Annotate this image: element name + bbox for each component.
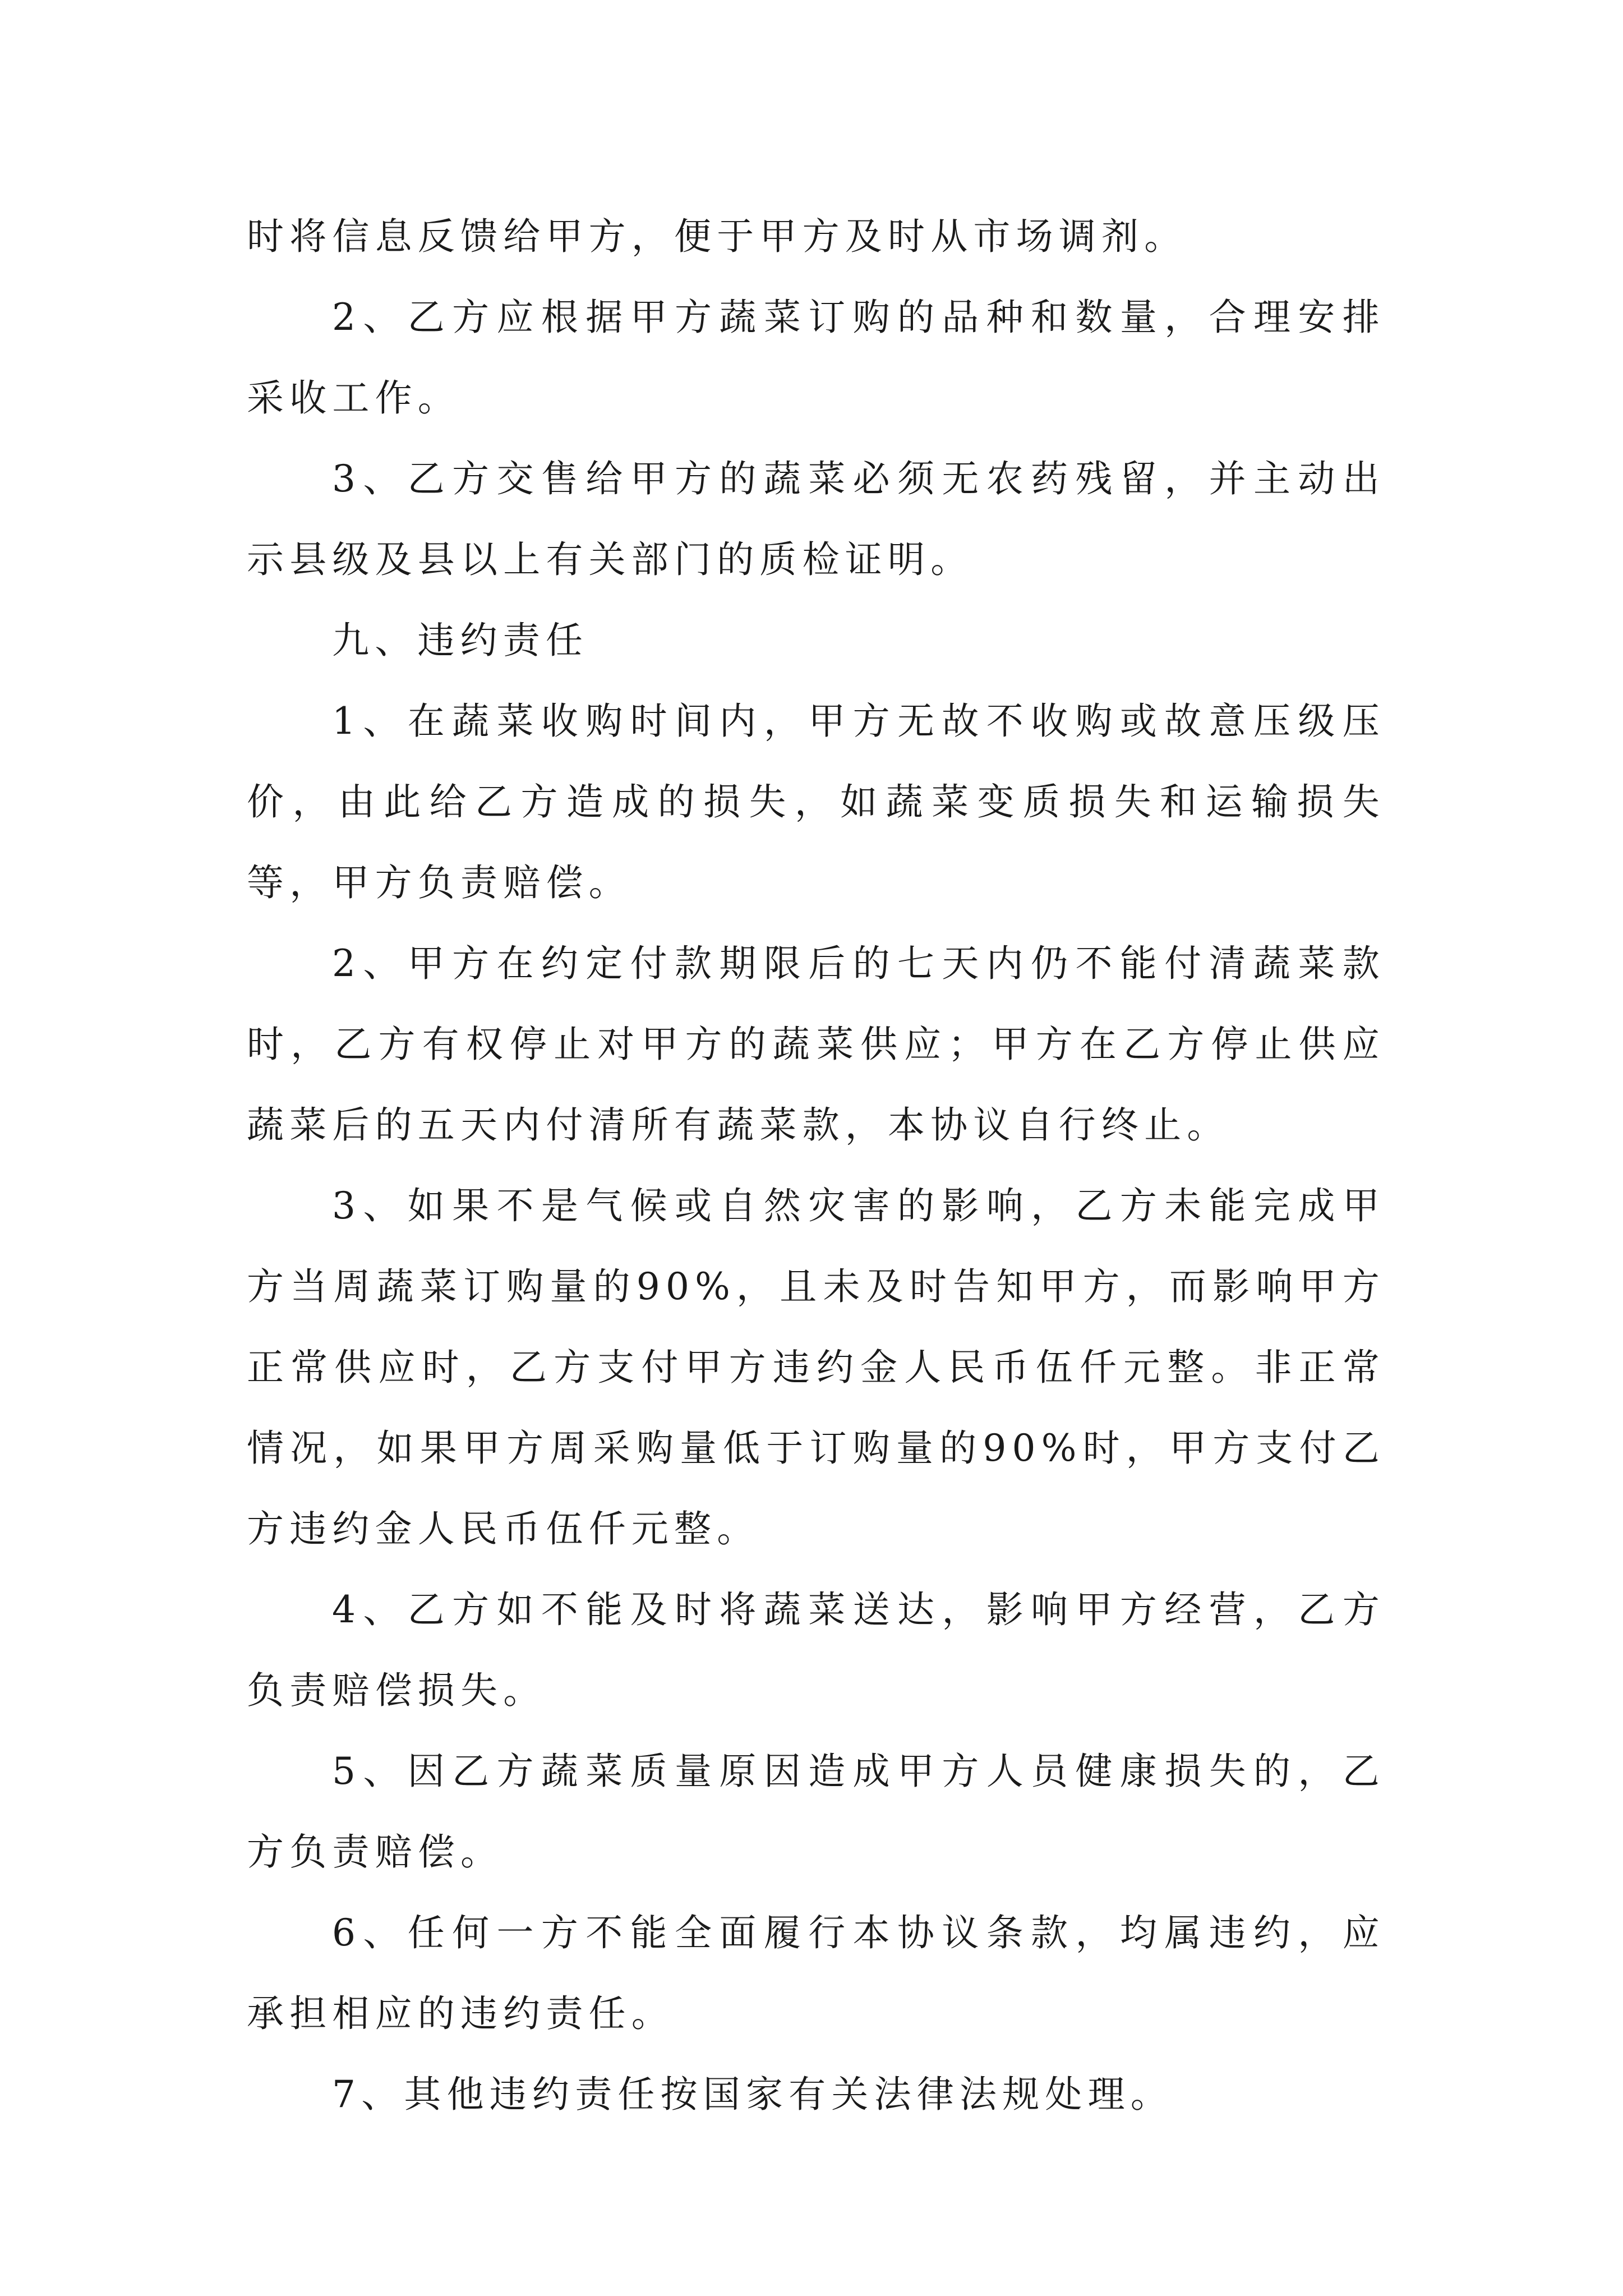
paragraph-clause-9-6: 6、任何一方不能全面履行本协议条款，均属违约，应承担相应的违约责任。 — [247, 1911, 1385, 2035]
paragraph-clause-8-3: 3、乙方交售给甲方的蔬菜必须无农药残留，并主动出示县级及县以上有关部门的质检证明。 — [247, 457, 1385, 581]
document-body — [247, 196, 1385, 2135]
paragraph-clause-8-2: 2、乙方应根据甲方蔬菜订购的品种和数量，合理安排采收工作。 — [247, 296, 1385, 420]
paragraph-clause-9-3: 3、如果不是气候或自然灾害的影响，乙方未能完成甲方当周蔬菜订购量的90%，且未及时告知甲方，而影响甲方正常供应时，乙方支付甲方违约金人民币伍仟元整。非正常情况，如果甲方周采购量低于订购量的90%时，甲方支付乙方违约金人民币伍仟元整。 — [247, 1184, 1385, 1550]
paragraph-clause-9-4: 4、乙方如不能及时将蔬菜送达，影响甲方经营，乙方负责赔偿损失。 — [247, 1588, 1385, 1712]
paragraph-continued: 时将信息反馈给甲方，便于甲方及时从市场调剂。 — [247, 215, 1187, 258]
paragraph-clause-9-7: 7、其他违约责任按国家有关法律法规处理。 — [332, 2073, 1173, 2116]
paragraph-clause-9-2: 2、甲方在约定付款期限后的七天内仍不能付清蔬菜款时，乙方有权停止对甲方的蔬菜供应；甲方在乙方停止供应蔬菜后的五天内付清所有蔬菜款，本协议自行终止。 — [247, 942, 1385, 1147]
section-heading-breach-liability: 九、违约责任 — [332, 619, 589, 662]
paragraph-clause-9-1: 1、在蔬菜收购时间内，甲方无故不收购或故意压级压价，由此给乙方造成的损失，如蔬菜变质损失和运输损失等，甲方负责赔偿。 — [247, 700, 1385, 904]
paragraph-clause-9-5: 5、因乙方蔬菜质量原因造成甲方人员健康损失的，乙方负责赔偿。 — [247, 1750, 1385, 1874]
